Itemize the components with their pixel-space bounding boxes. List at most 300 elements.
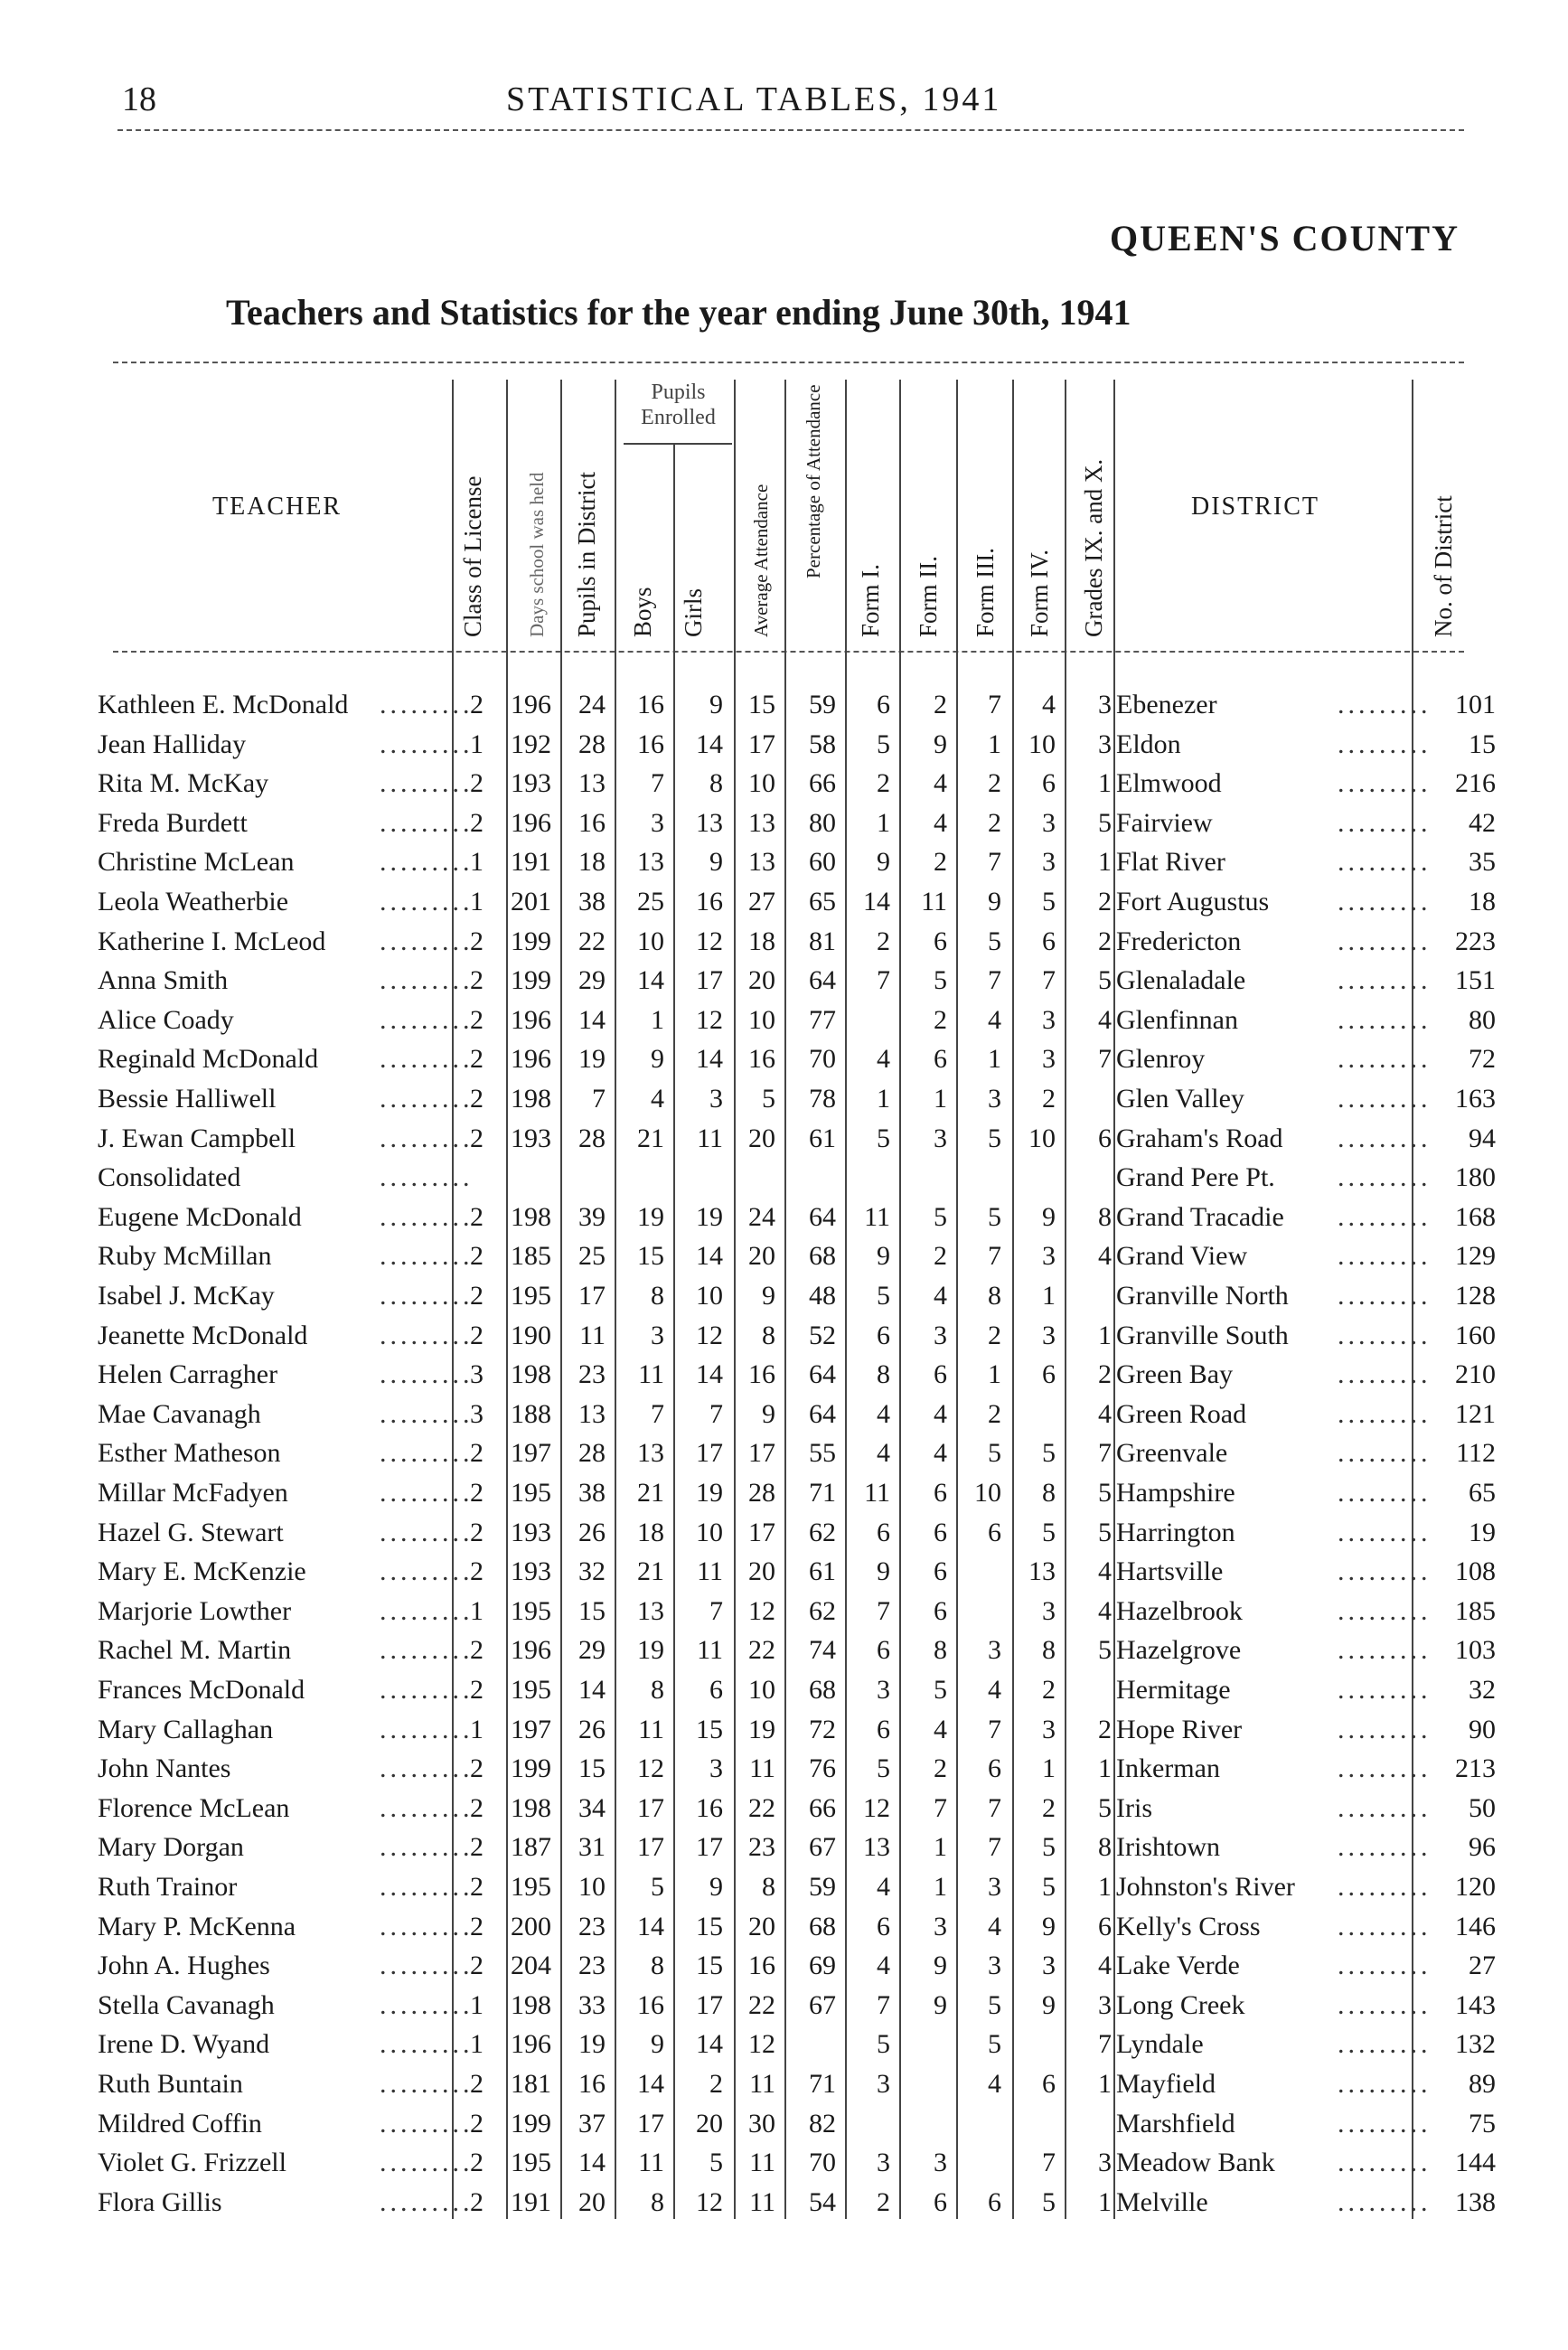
- header-days-held: Days school was held: [526, 472, 548, 637]
- cell-pupils: 13: [578, 768, 606, 799]
- leader-dots: .........: [380, 1989, 474, 2020]
- district-name: Glenaladale: [1116, 965, 1246, 996]
- cell-days: 198: [511, 1359, 551, 1390]
- cell-pct: 70: [809, 2148, 836, 2178]
- cell-f3: 1: [988, 728, 1001, 759]
- cell-f1: 9: [877, 1241, 890, 1272]
- cell-no: 121: [1455, 1398, 1496, 1429]
- header-form-3: Form III.: [972, 548, 999, 637]
- leader-dots: .........: [1338, 690, 1432, 719]
- cell-g: 2: [1098, 887, 1112, 916]
- teacher-name: Marjorie Lowther: [98, 1595, 292, 1626]
- table-row: [0, 2183, 1568, 2223]
- cell-no: 163: [1455, 1084, 1496, 1114]
- table-row: [0, 1986, 1568, 2026]
- cell-f3: 8: [988, 1281, 1001, 1311]
- cell-avg: 8: [762, 1320, 775, 1350]
- cell-f4: 3: [1042, 1044, 1056, 1075]
- cell-boys: 17: [637, 2108, 664, 2138]
- cell-f2: 5: [934, 1201, 947, 1232]
- district-name: Mayfield: [1116, 2069, 1216, 2099]
- cell-boys: 17: [637, 1832, 664, 1863]
- header-district: DISTRICT: [1191, 493, 1319, 521]
- cell-girls: 20: [696, 2108, 723, 2138]
- cell-avg: 16: [748, 1950, 775, 1981]
- cell-g: 5: [1098, 807, 1112, 838]
- cell-girls: 17: [696, 1438, 723, 1469]
- district-name: Green Road: [1116, 1398, 1247, 1429]
- teacher-name: Ruth Trainor: [98, 1872, 238, 1902]
- cell-f2: 2: [934, 1241, 947, 1272]
- leader-dots: .........: [1338, 1872, 1432, 1902]
- cell-girls: 15: [696, 1714, 723, 1744]
- cell-pct: 71: [809, 1478, 836, 1508]
- table-row: [0, 1710, 1568, 1750]
- cell-f1: 1: [877, 807, 890, 838]
- cell-cls: 2: [470, 2108, 484, 2138]
- cell-f4: 3: [1042, 1714, 1056, 1744]
- cell-f4: 6: [1042, 768, 1056, 799]
- cell-cls: 2: [470, 1123, 484, 1153]
- teacher-name: Violet G. Frizzell: [98, 2148, 286, 2178]
- cell-boys: 7: [651, 1398, 664, 1429]
- header-girls: Girls: [680, 588, 707, 637]
- cell-cls: 1: [470, 1595, 484, 1626]
- cell-avg: 20: [748, 1911, 775, 1941]
- leader-dots: .........: [1338, 1044, 1432, 1075]
- leader-dots: .........: [380, 1004, 474, 1035]
- cell-g: 1: [1098, 1872, 1112, 1902]
- cell-pupils: 14: [578, 1675, 606, 1705]
- district-name: Lyndale: [1116, 2029, 1204, 2060]
- cell-f4: 3: [1042, 1241, 1056, 1272]
- district-name: Johnston's River: [1116, 1872, 1295, 1902]
- table-row: [0, 922, 1568, 962]
- leader-dots: .........: [380, 1044, 474, 1075]
- cell-pupils: 28: [578, 728, 606, 759]
- cell-f3: 7: [988, 1832, 1001, 1863]
- leader-dots: .........: [380, 2029, 474, 2060]
- cell-f3: 5: [988, 926, 1001, 956]
- cell-f4: 6: [1042, 926, 1056, 956]
- cell-pupils: 39: [578, 1201, 606, 1232]
- cell-avg: 27: [748, 887, 775, 916]
- table-row: [0, 1158, 1568, 1198]
- teacher-name: Reginald McDonald: [98, 1044, 319, 1075]
- cell-g: 3: [1098, 2148, 1112, 2178]
- cell-pupils: 17: [578, 1281, 606, 1311]
- cell-f1: 11: [864, 1478, 890, 1508]
- table-row: [0, 1001, 1568, 1040]
- cell-g: 4: [1098, 1241, 1112, 1272]
- cell-f3: 3: [988, 1084, 1001, 1114]
- leader-dots: .........: [1338, 2186, 1432, 2217]
- cell-no: 35: [1469, 847, 1496, 878]
- cell-days: 192: [511, 728, 551, 759]
- cell-pupils: 38: [578, 1478, 606, 1508]
- cell-no: 129: [1455, 1241, 1496, 1272]
- cell-girls: 13: [696, 807, 723, 838]
- cell-no: 19: [1469, 1517, 1496, 1547]
- cell-no: 213: [1455, 1753, 1496, 1784]
- cell-pupils: 13: [578, 1398, 606, 1429]
- cell-days: 185: [511, 1241, 551, 1272]
- teacher-name: Leola Weatherbie: [98, 887, 289, 916]
- table-row: [0, 1828, 1568, 1867]
- table-row: [0, 1473, 1568, 1513]
- cell-f4: 5: [1042, 1517, 1056, 1547]
- leader-dots: .........: [1338, 926, 1432, 956]
- cell-g: 4: [1098, 1595, 1112, 1626]
- teacher-name: Katherine I. McLeod: [98, 926, 326, 956]
- cell-f1: 5: [877, 1753, 890, 1784]
- cell-f1: 6: [877, 690, 890, 719]
- cell-days: 196: [511, 807, 551, 838]
- district-name: Hartsville: [1116, 1556, 1224, 1587]
- cell-avg: 13: [748, 807, 775, 838]
- cell-pct: 67: [809, 1989, 836, 2020]
- cell-g: 1: [1098, 768, 1112, 799]
- cell-f4: 5: [1042, 2186, 1056, 2217]
- table-row: [0, 1236, 1568, 1276]
- teacher-name: Irene D. Wyand: [98, 2029, 270, 2060]
- cell-f3: 7: [988, 1241, 1001, 1272]
- table-row: [0, 1670, 1568, 1710]
- cell-f3: 7: [988, 1792, 1001, 1823]
- cell-no: 32: [1469, 1675, 1496, 1705]
- cell-boys: 25: [637, 887, 664, 916]
- cell-boys: 13: [637, 847, 664, 878]
- cell-f2: 9: [934, 1989, 947, 2020]
- district-name: Granville North: [1116, 1281, 1289, 1311]
- cell-boys: 21: [637, 1478, 664, 1508]
- cell-f3: 6: [988, 2186, 1001, 2217]
- cell-boys: 3: [651, 807, 664, 838]
- leader-dots: .........: [380, 1162, 474, 1193]
- cell-avg: 13: [748, 847, 775, 878]
- cell-f1: 6: [877, 1635, 890, 1666]
- cell-girls: 8: [709, 768, 723, 799]
- cell-days: 199: [511, 1753, 551, 1784]
- teacher-name: Mary Dorgan: [98, 1832, 244, 1863]
- cell-f2: 9: [934, 1950, 947, 1981]
- district-name: Irishtown: [1116, 1832, 1220, 1863]
- cell-cls: 2: [470, 965, 484, 996]
- cell-days: 188: [511, 1398, 551, 1429]
- cell-f1: 6: [877, 1714, 890, 1744]
- cell-boys: 21: [637, 1556, 664, 1587]
- cell-avg: 15: [748, 690, 775, 719]
- cell-cls: 2: [470, 2186, 484, 2217]
- cell-f2: 6: [934, 1478, 947, 1508]
- table-row: [0, 764, 1568, 804]
- table-row: [0, 2064, 1568, 2104]
- leader-dots: .........: [1338, 1595, 1432, 1626]
- header-class-of-license: Class of License: [459, 475, 486, 637]
- cell-pct: 80: [809, 807, 836, 838]
- header-average-attendance: Average Attendance: [750, 484, 772, 637]
- cell-avg: 11: [749, 2069, 775, 2099]
- cell-f2: 3: [934, 2148, 947, 2178]
- cell-boys: 12: [637, 1753, 664, 1784]
- table-row: [0, 1867, 1568, 1907]
- leader-dots: .........: [380, 847, 474, 878]
- cell-cls: 2: [470, 1950, 484, 1981]
- cell-f3: 4: [988, 1004, 1001, 1035]
- cell-f4: 8: [1042, 1478, 1056, 1508]
- cell-f2: 11: [921, 887, 947, 916]
- cell-no: 185: [1455, 1595, 1496, 1626]
- teacher-name: Millar McFadyen: [98, 1478, 288, 1508]
- cell-no: 18: [1469, 887, 1496, 916]
- cell-f4: 2: [1042, 1675, 1056, 1705]
- cell-avg: 18: [748, 926, 775, 956]
- teacher-name: Stella Cavanagh: [98, 1989, 275, 2020]
- cell-g: 5: [1098, 1478, 1112, 1508]
- cell-f3: 6: [988, 1753, 1001, 1784]
- cell-f4: 3: [1042, 1320, 1056, 1350]
- teacher-name: Isabel J. McKay: [98, 1281, 275, 1311]
- cell-pupils: 33: [578, 1989, 606, 2020]
- cell-pupils: 24: [578, 690, 606, 719]
- leader-dots: .........: [1338, 807, 1432, 838]
- district-name: Lake Verde: [1116, 1950, 1240, 1981]
- cell-boys: 13: [637, 1438, 664, 1469]
- district-name: Hazelgrove: [1116, 1635, 1242, 1666]
- cell-no: 89: [1469, 2069, 1496, 2099]
- header-rule: [117, 129, 1464, 131]
- cell-girls: 14: [696, 1241, 723, 1272]
- cell-pupils: 11: [579, 1320, 606, 1350]
- cell-boys: 21: [637, 1123, 664, 1153]
- cell-f1: 2: [877, 768, 890, 799]
- cell-avg: 19: [748, 1714, 775, 1744]
- cell-pct: 77: [809, 1004, 836, 1035]
- running-title: STATISTICAL TABLES, 1941: [506, 80, 1002, 118]
- cell-avg: 28: [748, 1478, 775, 1508]
- leader-dots: .........: [1338, 1556, 1432, 1587]
- district-name: Iris: [1116, 1792, 1152, 1823]
- cell-pupils: 34: [578, 1792, 606, 1823]
- cell-f1: 4: [877, 1044, 890, 1075]
- cell-f3: 9: [988, 887, 1001, 916]
- cell-cls: 2: [470, 926, 484, 956]
- cell-girls: 10: [696, 1281, 723, 1311]
- table-row: [0, 882, 1568, 922]
- teacher-name: Esther Matheson: [98, 1438, 281, 1469]
- leader-dots: .........: [1338, 1359, 1432, 1390]
- leader-dots: .........: [1338, 1004, 1432, 1035]
- leader-dots: .........: [1338, 1162, 1432, 1193]
- cell-f1: 1: [877, 1084, 890, 1114]
- cell-boys: 14: [637, 2069, 664, 2099]
- district-name: Grand Pere Pt.: [1116, 1162, 1275, 1193]
- cell-f1: 9: [877, 847, 890, 878]
- cell-cls: 2: [470, 1911, 484, 1941]
- cell-avg: 16: [748, 1044, 775, 1075]
- cell-f3: 2: [988, 1320, 1001, 1350]
- cell-avg: 30: [748, 2108, 775, 2138]
- cell-f3: 7: [988, 690, 1001, 719]
- cell-avg: 17: [748, 728, 775, 759]
- cell-f3: 1: [988, 1359, 1001, 1390]
- cell-f2: 4: [934, 807, 947, 838]
- cell-g: 2: [1098, 926, 1112, 956]
- cell-avg: 9: [762, 1398, 775, 1429]
- cell-pct: 59: [809, 1872, 836, 1902]
- cell-boys: 11: [638, 1359, 664, 1390]
- leader-dots: .........: [380, 1950, 474, 1981]
- teacher-name: Kathleen E. McDonald: [98, 690, 349, 719]
- district-name: Marshfield: [1116, 2108, 1235, 2138]
- cell-f2: 3: [934, 1911, 947, 1941]
- cell-no: 146: [1455, 1911, 1496, 1941]
- cell-no: 112: [1456, 1438, 1496, 1469]
- cell-f4: 3: [1042, 807, 1056, 838]
- table-row: [0, 1592, 1568, 1631]
- cell-avg: 20: [748, 1556, 775, 1587]
- cell-f2: 4: [934, 1714, 947, 1744]
- leader-dots: .........: [1338, 1832, 1432, 1863]
- cell-f4: 5: [1042, 1438, 1056, 1469]
- cell-pct: 61: [809, 1556, 836, 1587]
- leader-dots: .........: [1338, 1950, 1432, 1981]
- cell-cls: 2: [470, 1753, 484, 1784]
- cell-f4: 6: [1042, 1359, 1056, 1390]
- cell-girls: 19: [696, 1201, 723, 1232]
- table-row: [0, 725, 1568, 765]
- cell-pupils: 31: [578, 1832, 606, 1863]
- cell-f4: 3: [1042, 1595, 1056, 1626]
- leader-dots: .........: [380, 1281, 474, 1311]
- header-district-no: No. of District: [1430, 495, 1457, 637]
- cell-f1: 7: [877, 965, 890, 996]
- cell-days: 181: [511, 2069, 551, 2099]
- cell-cls: 2: [470, 1004, 484, 1035]
- cell-days: 193: [511, 1123, 551, 1153]
- district-name: Harrington: [1116, 1517, 1235, 1547]
- teacher-name: Rita M. McKay: [98, 768, 269, 799]
- cell-f4: 7: [1042, 2148, 1056, 2178]
- cell-girls: 2: [709, 2069, 723, 2099]
- cell-no: 15: [1469, 728, 1496, 759]
- leader-dots: .........: [380, 768, 474, 799]
- leader-dots: .........: [380, 1123, 474, 1153]
- leader-dots: .........: [1338, 1438, 1432, 1469]
- cell-f2: 3: [934, 1320, 947, 1350]
- district-name: Hope River: [1116, 1714, 1243, 1744]
- cell-f1: 7: [877, 1989, 890, 2020]
- cell-no: 120: [1455, 1872, 1496, 1902]
- cell-f3: 7: [988, 965, 1001, 996]
- cell-f4: 7: [1042, 965, 1056, 996]
- table-row: [0, 1789, 1568, 1828]
- cell-pct: 62: [809, 1595, 836, 1626]
- cell-avg: 5: [762, 1084, 775, 1114]
- cell-f2: 6: [934, 926, 947, 956]
- district-name: Green Bay: [1116, 1359, 1234, 1390]
- cell-no: 65: [1469, 1478, 1496, 1508]
- cell-f2: 2: [934, 690, 947, 719]
- cell-no: 132: [1455, 2029, 1496, 2060]
- cell-cls: 2: [470, 807, 484, 838]
- cell-g: 4: [1098, 1004, 1112, 1035]
- cell-f1: 5: [877, 1123, 890, 1153]
- page-number: 18: [122, 80, 156, 118]
- leader-dots: .........: [1338, 2069, 1432, 2099]
- cell-days: 198: [511, 1201, 551, 1232]
- teacher-name: Rachel M. Martin: [98, 1635, 292, 1666]
- leader-dots: .........: [1338, 2029, 1432, 2060]
- cell-pct: 76: [809, 1753, 836, 1784]
- cell-no: 96: [1469, 1832, 1496, 1863]
- cell-g: 7: [1098, 2029, 1112, 2060]
- cell-girls: 3: [709, 1084, 723, 1114]
- district-name: Melville: [1116, 2186, 1208, 2217]
- leader-dots: .........: [380, 1478, 474, 1508]
- cell-girls: 14: [696, 2029, 723, 2060]
- cell-f4: 5: [1042, 1832, 1056, 1863]
- cell-pupils: 14: [578, 1004, 606, 1035]
- cell-f4: 2: [1042, 1084, 1056, 1114]
- leader-dots: .........: [380, 1911, 474, 1941]
- cell-f2: 6: [934, 1044, 947, 1075]
- leader-dots: .........: [380, 1714, 474, 1744]
- header-percentage-attendance: Percentage of Attendance: [803, 384, 824, 578]
- cell-f2: 5: [934, 965, 947, 996]
- teacher-name: Helen Carragher: [98, 1359, 278, 1390]
- district-name: Fairview: [1116, 807, 1213, 838]
- cell-girls: 15: [696, 1950, 723, 1981]
- cell-pupils: 32: [578, 1556, 606, 1587]
- enrolled-underline: [624, 443, 732, 445]
- cell-girls: 6: [709, 1675, 723, 1705]
- cell-f1: 5: [877, 1281, 890, 1311]
- cell-no: 216: [1455, 768, 1496, 799]
- cell-f3: 3: [988, 1635, 1001, 1666]
- cell-days: 191: [511, 847, 551, 878]
- leader-dots: .........: [380, 1359, 474, 1390]
- cell-f3: 4: [988, 1911, 1001, 1941]
- cell-boys: 13: [637, 1595, 664, 1626]
- cell-pupils: 23: [578, 1911, 606, 1941]
- header-pupils-in-district: Pupils in District: [573, 471, 600, 637]
- table-row: [0, 1119, 1568, 1159]
- cell-days: 191: [511, 2186, 551, 2217]
- cell-pupils: 15: [578, 1595, 606, 1626]
- cell-boys: 16: [637, 1989, 664, 2020]
- cell-f1: 3: [877, 2069, 890, 2099]
- district-name: Grand View: [1116, 1241, 1248, 1272]
- teacher-name: Eugene McDonald: [98, 1201, 302, 1232]
- cell-f3: 3: [988, 1950, 1001, 1981]
- header-form-4: Form IV.: [1026, 549, 1053, 637]
- cell-avg: 17: [748, 1517, 775, 1547]
- teacher-name: Ruth Buntain: [98, 2069, 243, 2099]
- cell-no: 210: [1455, 1359, 1496, 1390]
- cell-pct: 64: [809, 1201, 836, 1232]
- cell-cls: 2: [470, 1438, 484, 1469]
- cell-no: 90: [1469, 1714, 1496, 1744]
- cell-pupils: 25: [578, 1241, 606, 1272]
- cell-pct: 48: [809, 1281, 836, 1311]
- cell-avg: 20: [748, 1241, 775, 1272]
- cell-f3: 10: [974, 1478, 1001, 1508]
- cell-days: 204: [511, 1950, 551, 1981]
- cell-pct: 66: [809, 768, 836, 799]
- teacher-name: Mae Cavanagh: [98, 1398, 261, 1429]
- cell-cls: 2: [470, 1044, 484, 1075]
